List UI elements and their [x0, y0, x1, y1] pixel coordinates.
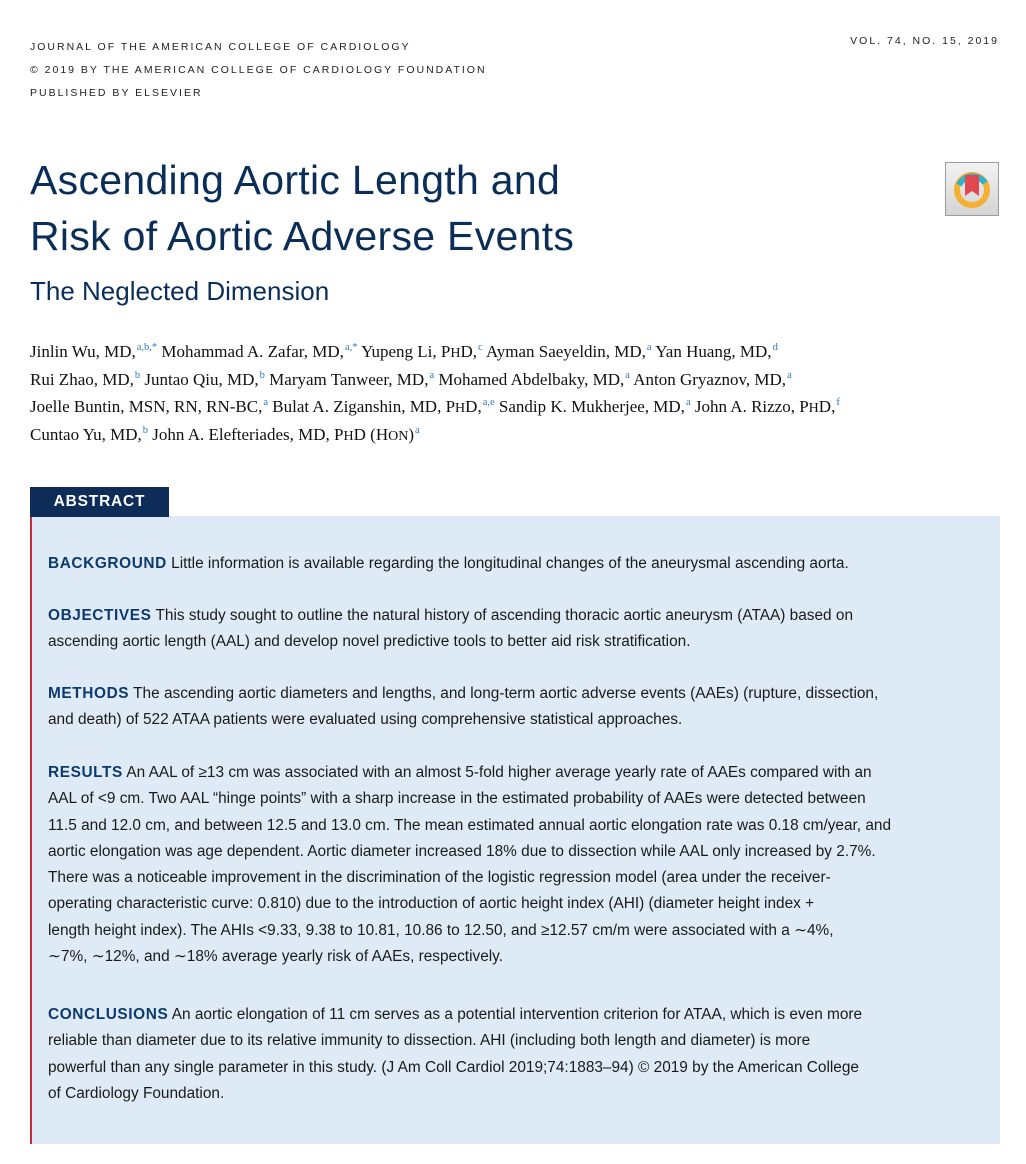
- section-text: length height index). The AHIs <9.33, 9.38 to 10.81, 10.86 to 12.50, and ≥12.57 cm/m were associated with a ∼4%,: [48, 921, 834, 939]
- section-text: ascending aortic length (AAL) and develop novel predictive tools to better aid risk stratification.: [48, 633, 691, 651]
- title-line-2: Risk of Aortic Adverse Events: [30, 213, 575, 259]
- affiliation-marker: a: [787, 369, 792, 381]
- affiliation-marker: a: [646, 342, 652, 353]
- section-label: OBJECTIVES: [48, 607, 152, 624]
- journal-name: JOURNAL OF THE AMERICAN COLLEGE OF CARDIOLOGY: [30, 41, 411, 53]
- section-text: An aortic elongation of 11 cm serves as a potential intervention criterion for ATAA, which is even more: [168, 1006, 863, 1023]
- affiliation-marker: a: [685, 397, 691, 408]
- section-label: RESULTS: [48, 764, 123, 781]
- abstract-background: [48, 551, 973, 577]
- abstract-conclusions: [48, 1002, 973, 1107]
- section-text: reliable than diameter due to its relative immunity to dissection. AHI (including both length and diameter) is more: [48, 1032, 811, 1050]
- author-name: Maryam Tanweer, MD,: [269, 369, 429, 389]
- author-line-3: [30, 395, 840, 423]
- section-text: An AAL of ≥13 cm was associated with an almost 5-fold higher average yearly rate of AAEs compared with an: [122, 764, 872, 781]
- author-name: Ayman Saeyeldin, MD,: [486, 342, 646, 361]
- author-line-4: [30, 423, 840, 451]
- abstract-objectives: [48, 603, 973, 656]
- affiliation-marker: a: [429, 369, 435, 381]
- publisher-line: PUBLISHED BY ELSEVIER: [30, 87, 203, 99]
- affiliation-marker: a,b,*: [136, 342, 158, 353]
- section-text: powerful than any single parameter in this study. (J Am Coll Cardiol 2019;74:1883–94) © 2019 by the American College: [48, 1058, 859, 1076]
- copyright-line: © 2019 BY THE AMERICAN COLLEGE OF CARDIOLOGY FOUNDATION: [30, 64, 487, 76]
- author-name: Jinlin Wu, MD,: [30, 342, 136, 361]
- author-name: Mohamed Abdelbaky, MD,: [438, 369, 625, 389]
- affiliation-marker: c: [478, 342, 483, 353]
- author-name: Bulat A. Ziganshin, MD, PHD,: [272, 397, 482, 416]
- author-name: Juntao Qiu, MD,: [144, 369, 259, 389]
- affiliation-marker: a: [415, 424, 420, 436]
- section-text: ∼7%, ∼12%, and ∼18% average yearly risk of AAEs, respectively.: [48, 948, 504, 966]
- affiliation-marker: d: [772, 342, 778, 353]
- article-subtitle: The Neglected Dimension: [30, 276, 330, 306]
- section-text: There was a noticeable improvement in the discrimination of the logistic regression model (area under the receiver-: [48, 869, 831, 887]
- section-label: CONCLUSIONS: [48, 1006, 169, 1023]
- author-line-1: [30, 340, 840, 368]
- section-text: This study sought to outline the natural history of ascending thoracic aortic aneurysm (ATAA) based on: [151, 607, 853, 624]
- author-name: John A. Elefteriades, MD, PHD (HON): [152, 424, 414, 444]
- section-text: AAL of <9 cm. Two AAL “hinge points” with a sharp increase in the estimated probability of AAEs were detected between: [48, 790, 866, 808]
- section-label: METHODS: [48, 685, 130, 702]
- section-text: and death) of 522 ATAA patients were evaluated using comprehensive statistical approaches.: [48, 711, 683, 729]
- section-text: operating characteristic curve: 0.810) due to the introduction of aortic height index (AHI) (diameter height index +: [48, 895, 815, 913]
- article-title: [30, 152, 574, 264]
- author-name: Yan Huang, MD,: [655, 342, 772, 361]
- section-label: BACKGROUND: [48, 555, 167, 572]
- author-name: Joelle Buntin, MSN, RN, RN-BC,: [30, 397, 263, 416]
- author-name: Anton Gryaznov, MD,: [633, 369, 787, 389]
- author-line-2: [30, 368, 840, 396]
- section-text: aortic elongation was age dependent. Aortic diameter increased 18% due to dissection while AAL only increased by 2.7%.: [48, 842, 876, 860]
- author-name: Mohammad A. Zafar, MD,: [161, 342, 344, 361]
- abstract-heading: ABSTRACT: [30, 487, 169, 517]
- affiliation-marker: a: [263, 397, 269, 408]
- author-name: Rui Zhao, MD,: [30, 369, 134, 389]
- crossmark-logo-icon: [946, 163, 998, 215]
- journal-masthead: [30, 36, 487, 105]
- title-line-1: Ascending Aortic Length and: [30, 157, 561, 203]
- section-text: Little information is available regarding the longitudinal changes of the aneurysmal ascending aorta.: [166, 555, 849, 572]
- author-name: Cuntao Yu, MD,: [30, 424, 142, 444]
- affiliation-marker: b: [134, 369, 141, 381]
- section-text: of Cardiology Foundation.: [48, 1084, 225, 1102]
- section-text: The ascending aortic diameters and lengths, and long-term aortic adverse events (AAEs) (rupture, dissection,: [129, 685, 879, 702]
- author-name: Sandip K. Mukherjee, MD,: [498, 397, 685, 416]
- author-name: Yupeng Li, PHD,: [361, 342, 478, 361]
- author-list: [30, 340, 840, 450]
- affiliation-marker: a,*: [344, 342, 358, 353]
- section-text: 11.5 and 12.0 cm, and between 12.5 and 13.0 cm. The mean estimated annual aortic elongation rate was 0.18 cm/year, and: [48, 816, 892, 834]
- affiliation-marker: b: [142, 424, 149, 436]
- abstract-methods: [48, 681, 973, 734]
- author-name: John A. Rizzo, PHD,: [694, 397, 836, 416]
- abstract-results: [48, 760, 973, 970]
- affiliation-marker: a,e: [482, 397, 495, 408]
- affiliation-marker: b: [259, 369, 265, 381]
- affiliation-marker: f: [836, 397, 840, 408]
- crossmark-badge-icon[interactable]: [945, 162, 999, 216]
- affiliation-marker: a: [625, 369, 630, 381]
- volume-issue: VOL. 74, NO. 15, 2019: [850, 35, 999, 47]
